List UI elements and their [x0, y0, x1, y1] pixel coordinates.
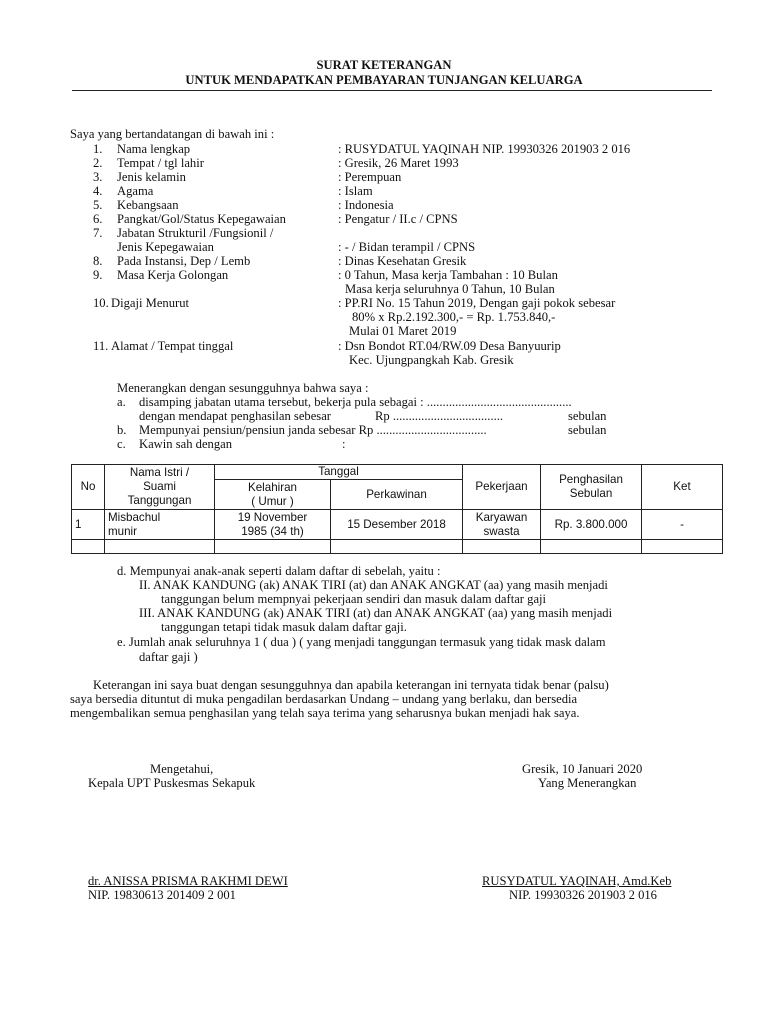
field-value: : PP.RI No. 15 Tahun 2019, Dengan gaji pokok sebesar: [338, 296, 616, 310]
field-label: Pada Instansi, Dep / Lemb: [117, 254, 251, 268]
empty-cell: [105, 540, 215, 554]
left-sign-role: Kepala UPT Puskesmas Sekapuk: [88, 776, 256, 790]
header-kelahiran-line: Kelahiran: [248, 480, 297, 494]
item-marker: b.: [117, 423, 127, 437]
header-penghasilan-line: Penghasilan: [559, 473, 623, 486]
item-iii: III. ANAK KANDUNG (ak) ANAK TIRI (at) dan ANAK ANGKAT (aa) yang masih menjadi: [139, 606, 613, 620]
empty-cell: [541, 540, 642, 554]
header-tanggal: Tanggal: [215, 465, 463, 480]
cell-kelahiran-line: 1985 (34 th): [241, 524, 304, 538]
field-value: : 0 Tahun, Masa kerja Tambahan : 10 Bulan: [338, 268, 558, 282]
left-sign-heading: Mengetahui,: [150, 762, 214, 776]
header-penghasilan-line: Sebulan: [569, 487, 613, 500]
field-label: Jenis Kepegawaian: [117, 240, 214, 254]
field-value: : RUSYDATUL YAQINAH NIP. 19930326 201903 2 016: [338, 142, 631, 156]
declaration-intro: Menerangkan dengan sesungguhnya bahwa saya :: [117, 381, 369, 395]
field-label: Jabatan Strukturil /Fungsionil /: [117, 226, 274, 240]
field-num: 4.: [93, 184, 103, 198]
left-signer-name: dr. ANISSA PRISMA RAKHMI DEWI: [88, 874, 288, 888]
empty-cell: [331, 540, 463, 554]
field-value: 80% x Rp.2.192.300,- = Rp. 1.753.840,-: [352, 310, 556, 324]
title-divider: [72, 90, 712, 91]
field-value: : Pengatur / II.c / CPNS: [338, 212, 458, 226]
intro-text: Saya yang bertandatangan di bawah ini :: [70, 127, 275, 141]
field-label: Nama lengkap: [117, 142, 191, 156]
right-signer-nip: NIP. 19930326 201903 2 016: [509, 888, 657, 902]
item-marker: a.: [117, 395, 126, 409]
field-num: 2.: [93, 156, 103, 170]
item-iii-cont: tanggungan tetapi tidak masuk dalam daftar gaji.: [161, 620, 407, 634]
cell-perkawinan: 15 Desember 2018: [331, 510, 463, 540]
cell-pekerjaan: [463, 510, 541, 540]
field-value: : Dinas Kesehatan Gresik: [338, 254, 467, 268]
declaration-c-colon: :: [342, 437, 346, 451]
left-signer-nip: NIP. 19830613 201409 2 001: [88, 888, 236, 902]
field-label: Masa Kerja Golongan: [117, 268, 229, 282]
cell-nama-line: Misbachul: [108, 510, 161, 524]
header-perkawinan: Perkawinan: [331, 480, 463, 510]
item-ii: II. ANAK KANDUNG (ak) ANAK TIRI (at) dan ANAK ANGKAT (aa) yang masih menjadi: [139, 578, 608, 592]
header-penghasilan: [541, 465, 642, 510]
table-row: [72, 510, 723, 540]
field-label: Tempat / tgl lahir: [117, 156, 204, 170]
field-num: 10.: [93, 296, 109, 310]
field-label: Jenis kelamin: [117, 170, 186, 184]
field-value: Mulai 01 Maret 2019: [349, 324, 457, 338]
declaration-a-income: dengan mendapat penghasilan sebesar: [139, 409, 331, 423]
field-label: Kebangsaan: [117, 198, 179, 212]
cell-pekerjaan-line: Karyawan: [475, 510, 528, 524]
table-row-empty: [72, 540, 723, 554]
empty-cell: [463, 540, 541, 554]
cell-kelahiran: [215, 510, 331, 540]
cell-nama-line: munir: [108, 524, 137, 538]
document-subtitle: UNTUK MENDAPATKAN PEMBAYARAN TUNJANGAN KELUARGA: [185, 73, 583, 87]
field-value: : - / Bidan terampil / CPNS: [338, 240, 476, 254]
field-num: 7.: [93, 226, 103, 240]
header-nama: [105, 465, 215, 510]
field-value: Masa kerja seluruhnya 0 Tahun, 10 Bulan: [345, 282, 555, 296]
item-marker: c.: [117, 437, 126, 451]
field-label: Agama: [117, 184, 154, 198]
header-no: No: [72, 465, 105, 510]
sign-place-date: Gresik, 10 Januari 2020: [522, 762, 643, 776]
field-num: 1.: [93, 142, 103, 156]
right-sign-role: Yang Menerangkan: [538, 776, 637, 790]
declaration-a: disamping jabatan utama tersebut, bekerja pula sebagai : ..............................................: [139, 395, 572, 409]
declaration-c: Kawin sah dengan: [139, 437, 233, 451]
item-ii-cont: tanggungan belum mempnyai pekerjaan sendiri dan masuk dalam daftar gaji: [161, 592, 547, 606]
field-value: : Islam: [338, 184, 373, 198]
declaration-a-amount: Rp ...................................: [375, 409, 504, 423]
field-num: 9.: [93, 268, 103, 282]
field-num: 11.: [93, 339, 109, 353]
declaration-a-period: sebulan: [568, 409, 607, 423]
header-kelahiran-line: ( Umur ): [251, 494, 294, 508]
field-value: : Gresik, 26 Maret 1993: [338, 156, 459, 170]
declaration-b: Mempunyai pensiun/pensiun janda sebesar Rp ...................................: [139, 423, 487, 437]
item-e-cont: daftar gaji ): [139, 650, 198, 664]
field-label: Alamat / Tempat tinggal: [111, 339, 234, 353]
dependents-table: [71, 464, 723, 554]
field-num: 8.: [93, 254, 103, 268]
field-value: : Indonesia: [338, 198, 394, 212]
declaration-b-period: sebulan: [568, 423, 607, 437]
cell-nama: [105, 510, 215, 540]
field-num: 5.: [93, 198, 103, 212]
cell-no: 1: [72, 510, 105, 540]
header-pekerjaan: Pekerjaan: [463, 465, 541, 510]
field-value: : Perempuan: [338, 170, 402, 184]
cell-pekerjaan-line: swasta: [483, 524, 520, 538]
field-label: Pangkat/Gol/Status Kepegawaian: [117, 212, 286, 226]
field-num: 6.: [93, 212, 103, 226]
cell-kelahiran-line: 19 November: [237, 510, 308, 524]
empty-cell: [215, 540, 331, 554]
cell-penghasilan: Rp. 3.800.000: [541, 510, 642, 540]
cell-ket: -: [642, 510, 723, 540]
header-nama-line: Nama Istri /: [129, 466, 190, 479]
item-e: e. Jumlah anak seluruhnya 1 ( dua ) ( yang menjadi tanggungan termasuk yang tidak mask dalam: [117, 635, 606, 649]
field-label: Digaji Menurut: [111, 296, 189, 310]
header-nama-line: Suami: [143, 480, 176, 493]
closing-line: saya bersedia dituntut di muka pengadilan berdasarkan Undang – undang yang berlaku, dan bersedia: [70, 692, 578, 706]
right-signer-name: RUSYDATUL YAQINAH, Amd.Keb: [482, 874, 672, 888]
header-ket: Ket: [642, 465, 723, 510]
field-value: Kec. Ujungpangkah Kab. Gresik: [349, 353, 514, 367]
empty-cell: [72, 540, 105, 554]
item-d: d. Mempunyai anak-anak seperti dalam daftar di sebelah, yaitu :: [117, 564, 441, 578]
empty-cell: [642, 540, 723, 554]
closing-line: Keterangan ini saya buat dengan sesungguhnya dan apabila keterangan ini ternyata tidak benar (palsu): [93, 678, 609, 692]
document-title: SURAT KETERANGAN: [316, 58, 452, 72]
closing-line: mengembalikan semua penghasilan yang telah saya terima yang seharusnya bukan menjadi hak saya.: [70, 706, 580, 720]
field-num: 3.: [93, 170, 103, 184]
header-nama-line: Tanggungan: [127, 494, 192, 507]
field-value: : Dsn Bondot RT.04/RW.09 Desa Banyuurip: [338, 339, 561, 353]
header-kelahiran: [215, 480, 331, 510]
